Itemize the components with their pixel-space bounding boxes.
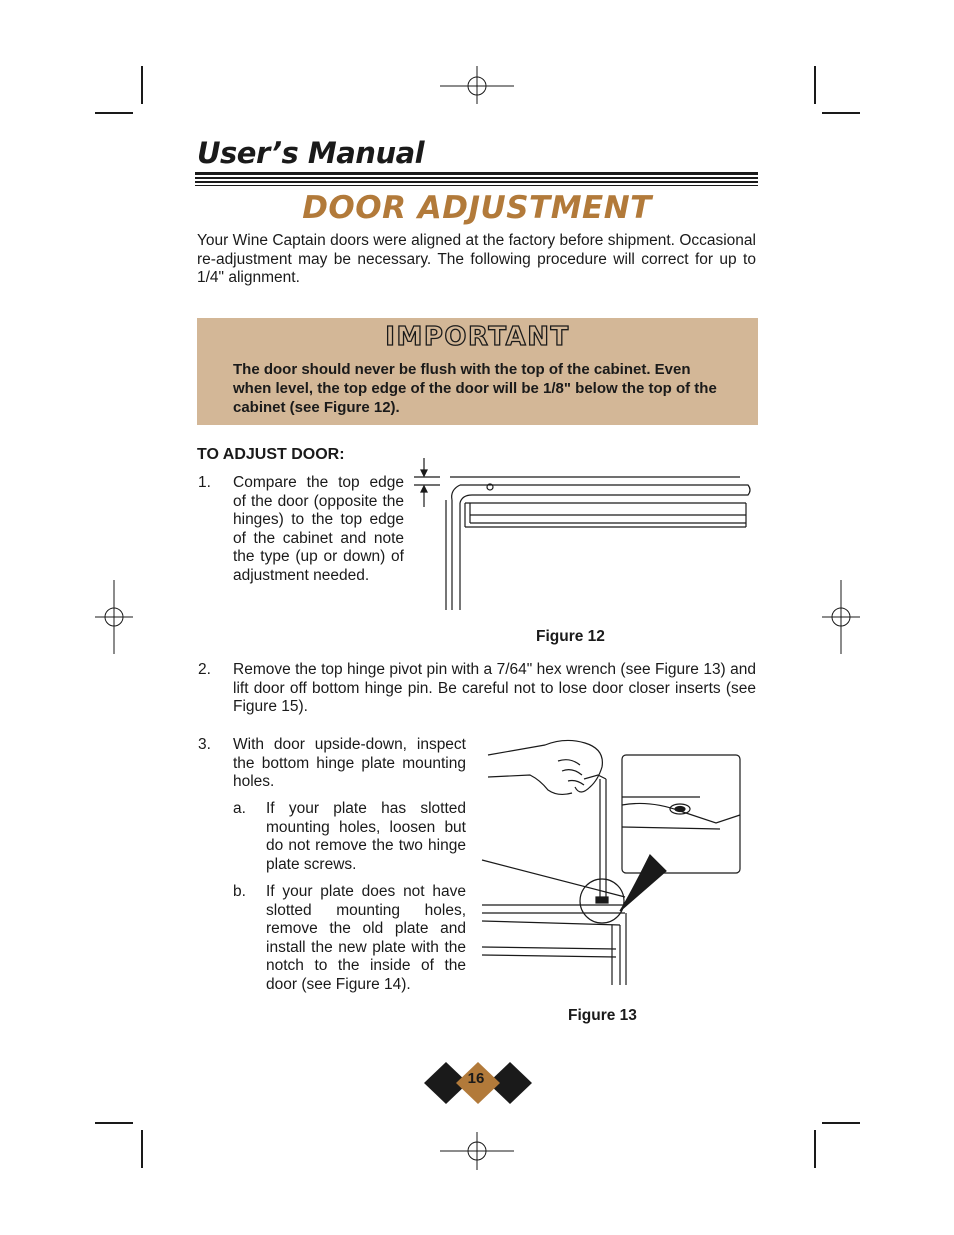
adjust-door-heading: TO ADJUST DOOR: — [197, 446, 345, 463]
manual-title: User’s Manual — [197, 136, 425, 170]
figure-13-caption: Figure 13 — [568, 1007, 637, 1024]
step-2-number: 2. — [198, 661, 211, 678]
intro-paragraph: Your Wine Captain doors were aligned at the factory before shipment. Occasional re-adjustment may be necessary. The following procedure will correct for up to 1/4" alignment. — [197, 232, 756, 287]
page-number: 16 — [467, 1070, 485, 1087]
important-text: The door should never be flush with the top of the cabinet. Even when level, the top edge of the door will be 1/8" below the top of the cabinet (see Figure 12). — [233, 361, 717, 416]
substep-b-letter: b. — [233, 883, 246, 900]
figure-12-illustration — [410, 455, 755, 615]
important-box — [197, 318, 758, 425]
figure-13-illustration — [480, 735, 750, 995]
step-1-number: 1. — [198, 474, 211, 491]
substep-a-text: If your plate has slotted mounting holes, loosen but do not remove the two hinge plate screws. — [266, 800, 466, 873]
step-3-number: 3. — [198, 736, 211, 753]
important-heading: IMPORTANT — [385, 322, 570, 352]
header-rule — [195, 172, 758, 188]
substep-b-text: If your plate does not have slotted mounting holes, remove the old plate and install the new plate with the notch to the inside of the door (see Figure 14). — [266, 883, 466, 993]
substep-a-letter: a. — [233, 800, 246, 817]
step-1-text: Compare the top edge of the door (opposite the hinges) to the top edge of the cabinet and note the type (up or down) of adjustment needed. — [233, 474, 404, 584]
step-3-text: With door upside-down, inspect the bottom hinge plate mounting holes. — [233, 736, 466, 791]
section-title: DOOR ADJUSTMENT — [302, 190, 652, 226]
step-2-text: Remove the top hinge pivot pin with a 7/64" hex wrench (see Figure 13) and lift door off bottom hinge pin. Be careful not to lose door closer inserts (see Figure 15). — [233, 661, 756, 716]
figure-12-caption: Figure 12 — [536, 628, 605, 645]
